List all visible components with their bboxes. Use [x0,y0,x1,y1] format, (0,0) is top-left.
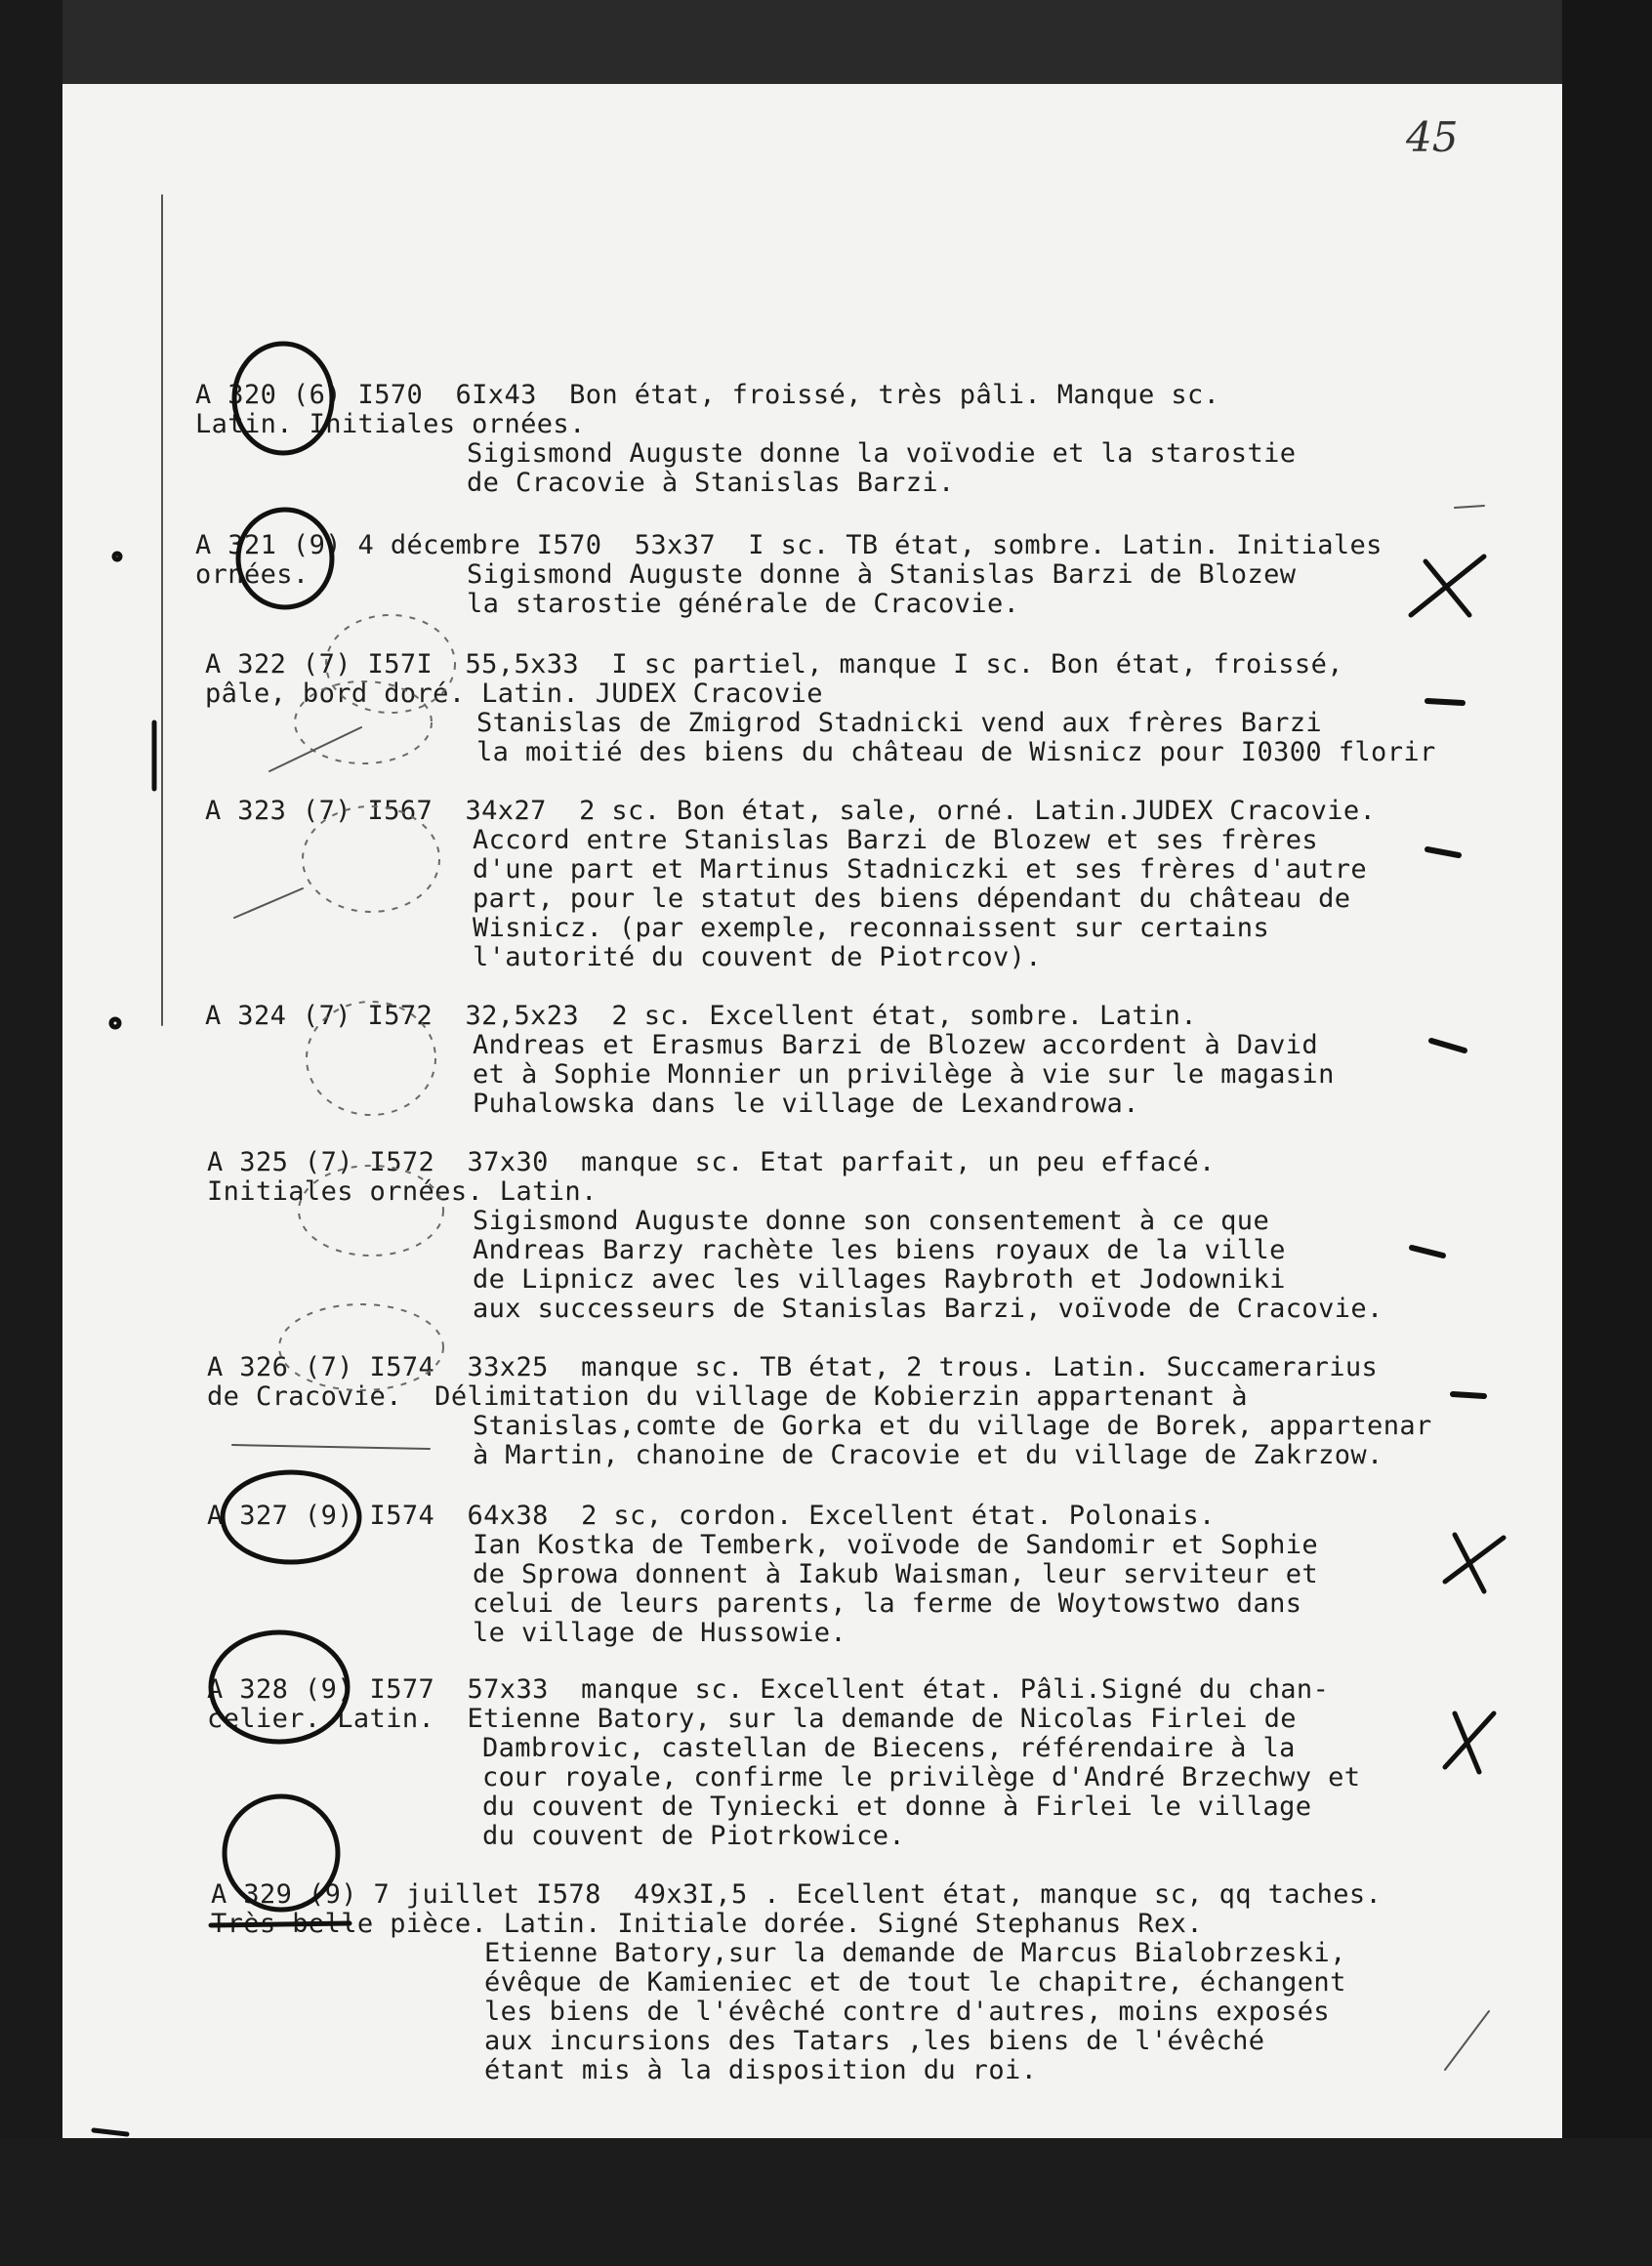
entry-line: la moitié des biens du château de Wisnicz pour I0300 florir [476,737,1436,767]
entry-line: Stanislas,comte de Gorka et du village de Borek, appartenar [473,1411,1432,1441]
entry-line: Latin. Initiales ornées. [195,409,586,439]
entry-line: Wisnicz. (par exemple, reconnaissent sur certains [473,913,1270,943]
entry-line: le village de Hussowie. [473,1618,847,1648]
entry-line: Stanislas de Zmigrod Stadnicki vend aux frères Barzi [476,708,1323,738]
entry-line: l'autorité du couvent de Piotrcov). [473,942,1042,972]
entry-line: A 323 (7) I567 34x27 2 sc. Bon état, sale, orné. Latin.JUDEX Cracovie. [205,796,1377,826]
page-number: 45 [1406,113,1459,161]
entry-line: d'une part et Martinus Stadniczki et ses frères d'autre [473,854,1368,885]
entry-line: Etienne Batory,sur la demande de Marcus Bialobrzeski, [484,1938,1346,1968]
entry-line: Andreas et Erasmus Barzi de Blozew accordent à David [473,1030,1319,1060]
entry-line: A 324 (7) I572 32,5x23 2 sc. Excellent état, sombre. Latin. [205,1001,1197,1031]
entry-line: Sigismond Auguste donne la voïvodie et la starostie [467,438,1297,469]
entry-line: Initiales ornées. Latin. [207,1176,598,1207]
entry-line: aux successeurs de Stanislas Barzi, voïvode de Cracovie. [473,1294,1384,1324]
entry-line: Sigismond Auguste donne à Stanislas Barzi de Blozew [467,559,1297,590]
entry-line: du couvent de Piotrkowice. [482,1821,906,1851]
entry-line: évêque de Kamieniec et de tout le chapitre, échangent [484,1967,1346,1998]
entry-line: Sigismond Auguste donne son consentement à ce que [473,1206,1270,1236]
entry-line: Andreas Barzy rachète les biens royaux de la ville [473,1235,1286,1265]
entry-line: A 320 (6) I570 6Ix43 Bon état, froissé, très pâli. Manque sc. [195,380,1220,410]
entry-line: aux incursions des Tatars ,les biens de l'évêché [484,2026,1265,2056]
entry-line: pâle, bord doré. Latin. JUDEX Cracovie [205,679,823,709]
entry-line: A 328 (9) I577 57x33 manque sc. Excellent état. Pâli.Signé du chan- [207,1674,1330,1705]
entry-line: Très belle pièce. Latin. Initiale dorée. Signé Stephanus Rex. [211,1909,1203,1939]
entry-line: A 329 (9) 7 juillet I578 49x3I,5 . Ecellent état, manque sc, qq taches. [211,1879,1383,1910]
entry-line: de Sprowa donnent à Iakub Waisman, leur serviteur et [473,1559,1319,1589]
entry-line: de Lipnicz avec les villages Raybroth et Jodowniki [473,1264,1286,1295]
entry-line: A 327 (9) I574 64x38 2 sc, cordon. Excellent état. Polonais. [207,1501,1216,1531]
entry-line: Puhalowska dans le village de Lexandrowa. [473,1089,1139,1119]
entry-line: ornées. [195,559,310,590]
entry-line: Ian Kostka de Temberk, voïvode de Sandomir et Sophie [473,1530,1319,1560]
entry-line: part, pour le statut des biens dépendant du château de [473,884,1351,914]
entry-line: de Cracovie. Délimitation du village de Kobierzin appartenant à [207,1381,1248,1412]
entry-line: celui de leurs parents, la ferme de Woytowstwo dans [473,1588,1302,1619]
entry-line: cour royale, confirme le privilège d'André Brzechwy et [482,1762,1361,1792]
entry-line: la starostie générale de Cracovie. [467,589,1020,619]
entry-line: A 326 (7) I574 33x25 manque sc. TB état, 2 trous. Latin. Succamerarius [207,1352,1379,1382]
entry-line: de Cracovie à Stanislas Barzi. [467,468,955,498]
entry-line: A 321 (9) 4 décembre I570 53x37 I sc. TB état, sombre. Latin. Initiales [195,530,1383,560]
entry-line: A 325 (7) I572 37x30 manque sc. Etat parfait, un peu effacé. [207,1147,1216,1177]
entry-line: les biens de l'évêché contre d'autres, moins exposés [484,1997,1331,2027]
entry-line: à Martin, chanoine de Cracovie et du village de Zakrzow. [473,1440,1384,1470]
entry-line: du couvent de Tyniecki et donne à Firlei le village [482,1792,1312,1822]
entry-line: Accord entre Stanislas Barzi de Blozew et ses frères [473,825,1319,855]
entry-line: Dambrovic, castellan de Biecens, référendaire à la [482,1733,1296,1763]
entry-line: et à Sophie Monnier un privilège à vie sur le magasin [473,1059,1335,1090]
entry-line: étant mis à la disposition du roi. [484,2055,1038,2085]
entry-line: A 322 (7) I57I 55,5x33 I sc partiel, manque I sc. Bon état, froissé, [205,649,1343,680]
entry-line: celier. Latin. Etienne Batory, sur la demande de Nicolas Firlei de [207,1704,1297,1734]
